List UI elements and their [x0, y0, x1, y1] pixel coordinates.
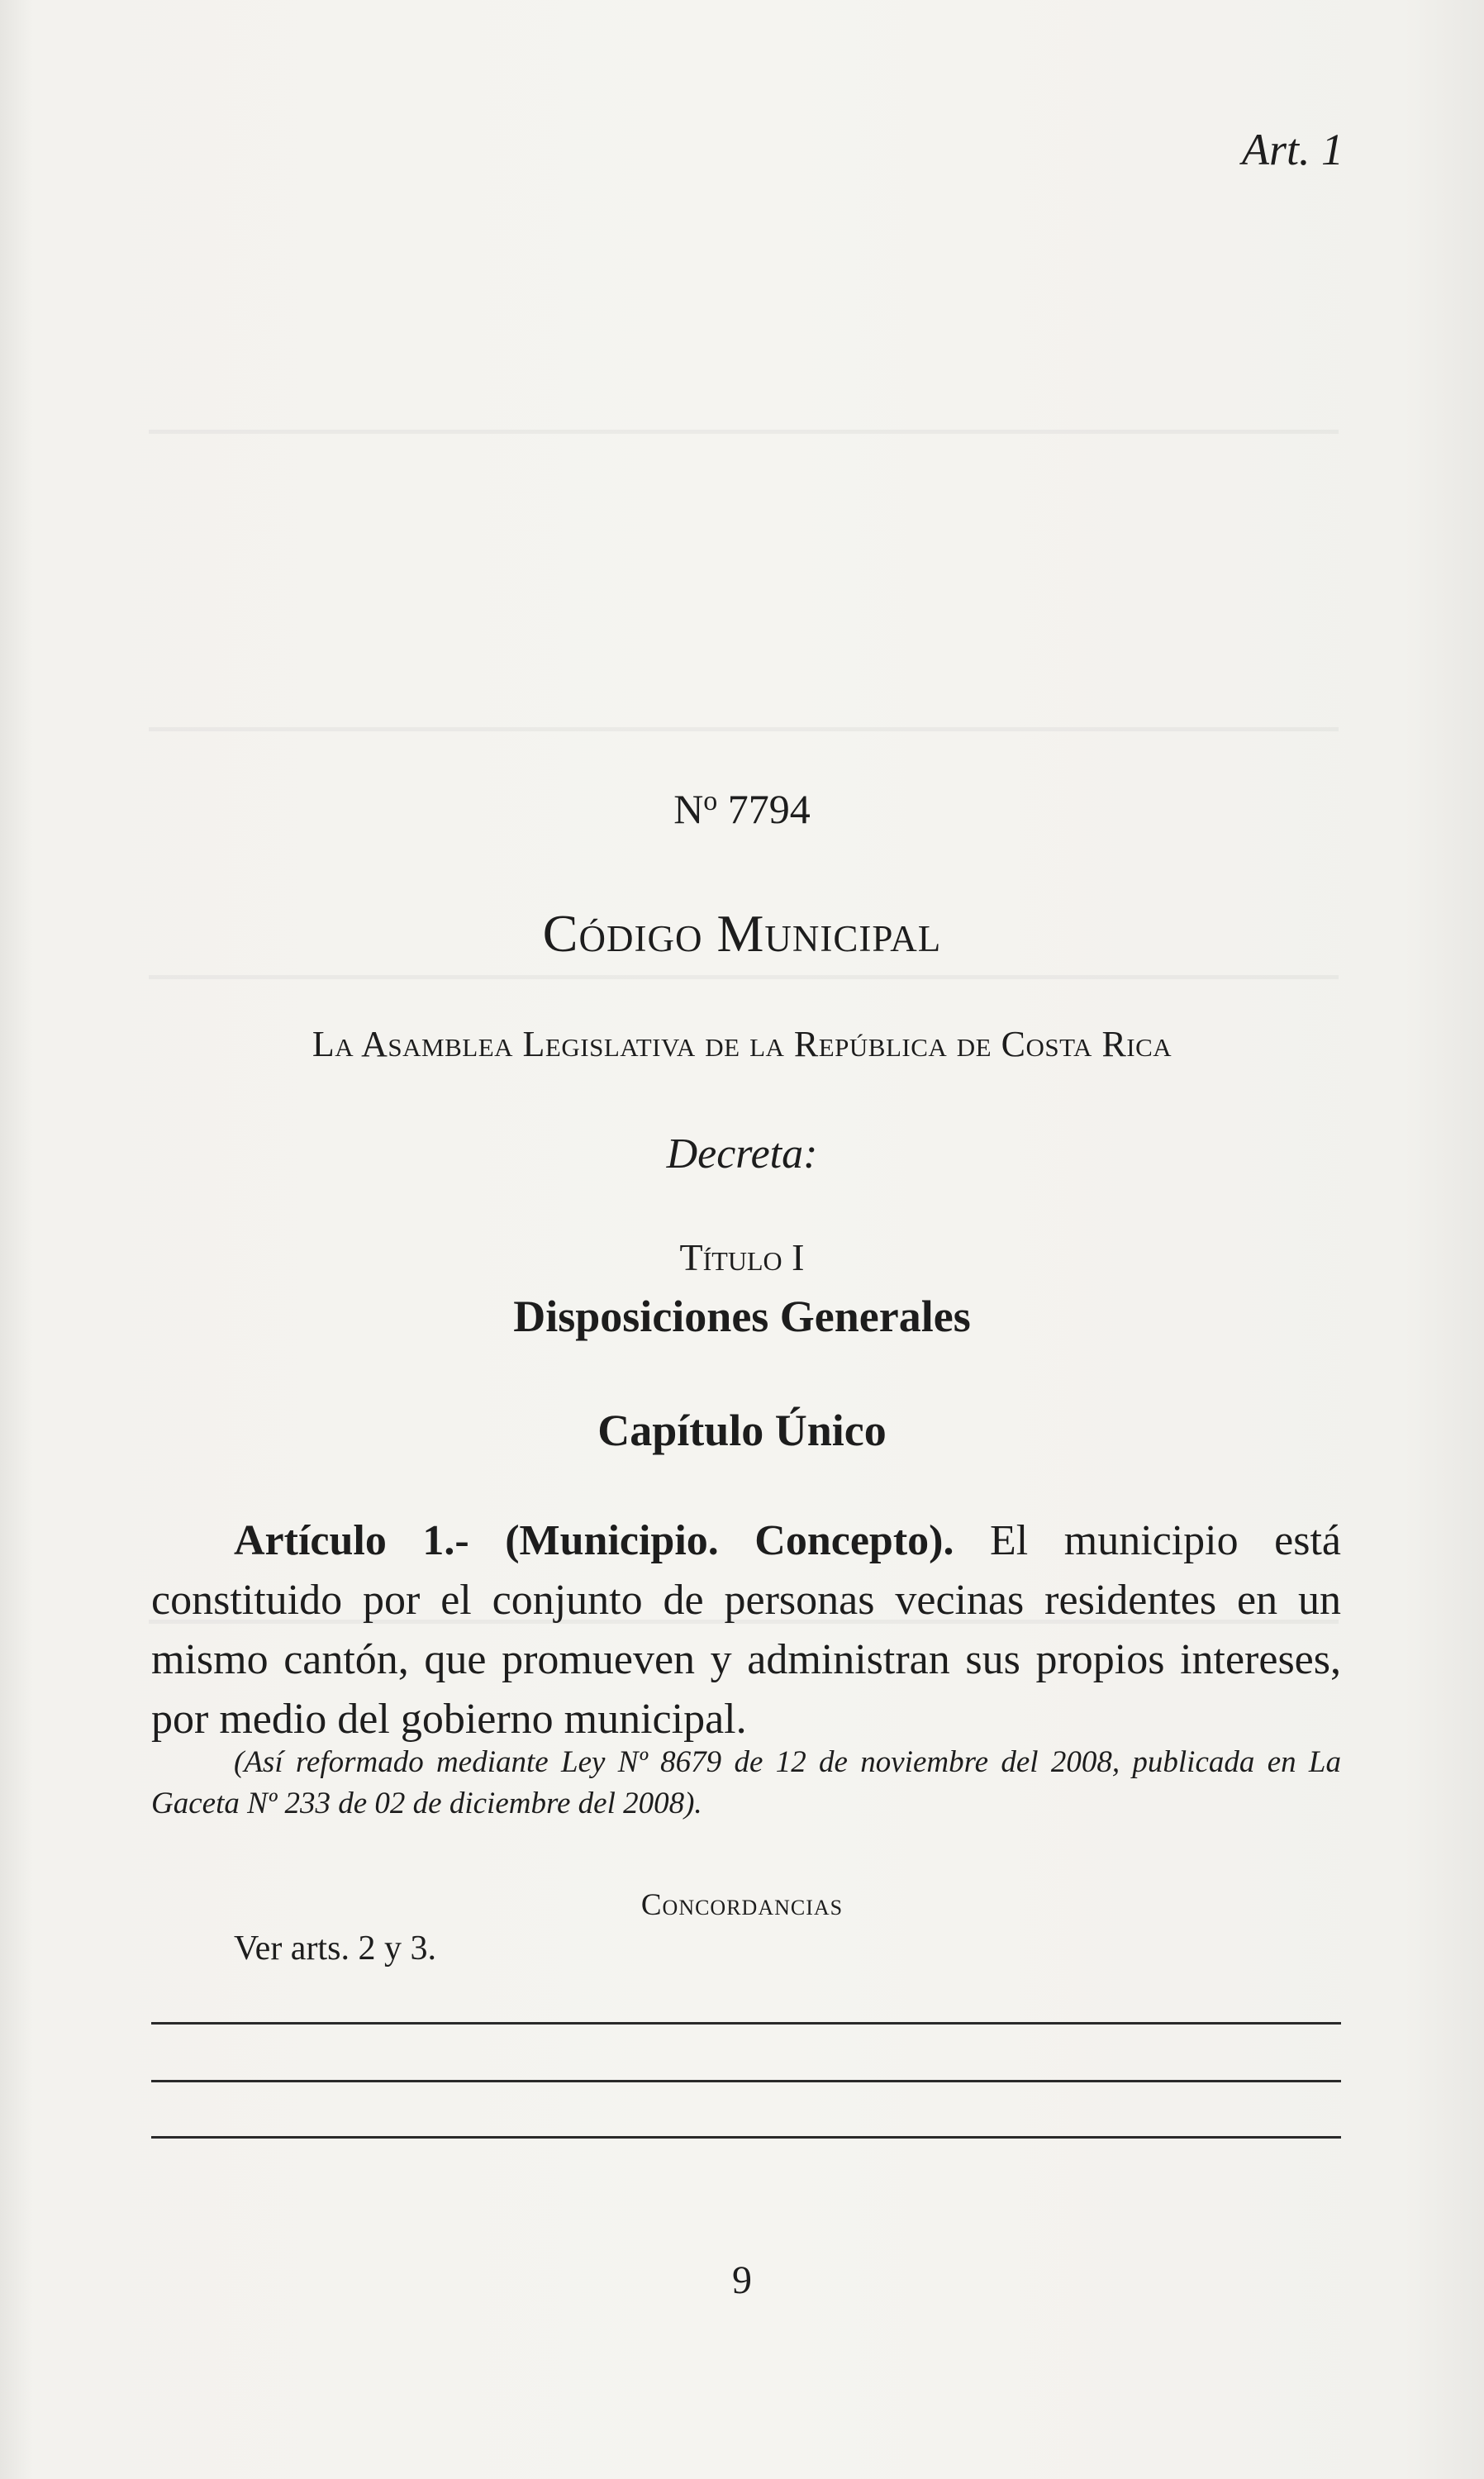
show-through-line	[149, 430, 1339, 434]
reform-note: (Así reformado mediante Ley Nº 8679 de 12 de noviembre del 2008, publicada en La Gaceta Nº 233 de 02 de diciembre del 2008).	[151, 1745, 1341, 1820]
issuer-line: La Asamblea Legislativa de la República de Costa Rica	[312, 1024, 1172, 1064]
show-through-line	[149, 727, 1339, 731]
notes-rule	[151, 2080, 1341, 2082]
decree-label: Decreta:	[666, 1130, 818, 1178]
notes-rule	[151, 2136, 1341, 2139]
show-through-line	[149, 975, 1339, 979]
law-number	[0, 785, 1484, 833]
page-number: 9	[732, 2258, 752, 2302]
law-number-value: 7794	[727, 786, 811, 832]
article-heading: Artículo 1.- (Municipio. Concepto).	[234, 1517, 954, 1564]
article-body: El municipio está constituido por el conjunto de personas vecinas residentes en un mismo cantón, que promueven y administran sus propios intereses, por medio del gobierno municipal.	[151, 1517, 1341, 1743]
title-name: Disposiciones Generales	[513, 1292, 971, 1341]
chapter-heading: Capítulo Único	[597, 1406, 887, 1455]
concordances-text: Ver arts. 2 y 3.	[234, 1929, 436, 1967]
article-paragraph	[151, 1511, 1341, 1749]
title-number: Título I	[679, 1236, 805, 1278]
notes-rule	[151, 2022, 1341, 2025]
concordances-heading: Concordancias	[640, 1888, 844, 1922]
law-number-ordinal: o	[703, 786, 718, 816]
law-number-prefix: N	[673, 786, 704, 832]
law-title: Código Municipal	[542, 904, 942, 963]
article-marker: Art. 1	[1241, 125, 1344, 174]
